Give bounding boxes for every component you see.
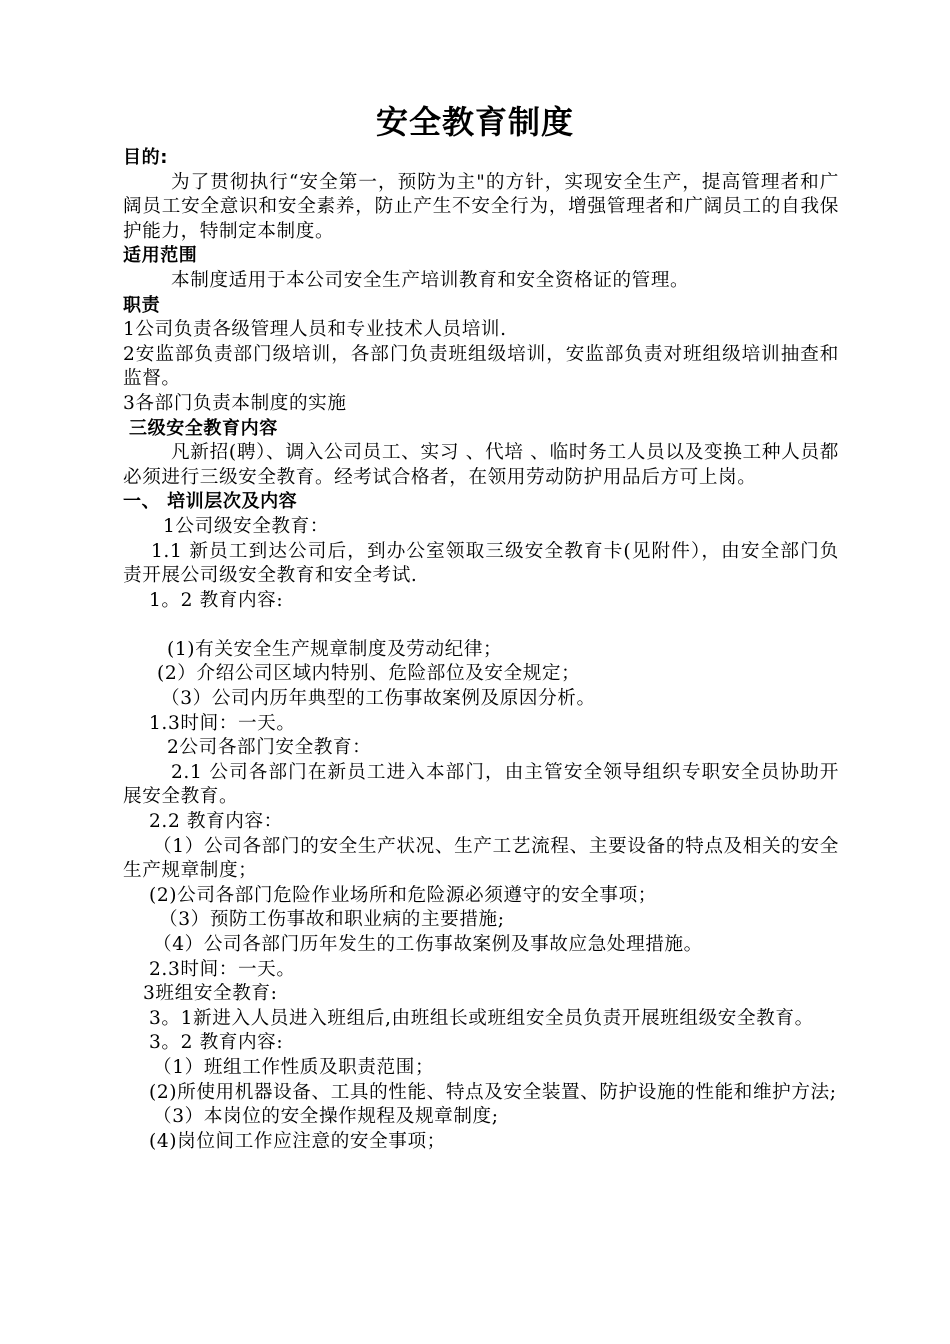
level-2-item-2b: (2)公司各部门危险作业场所和危险源必须遵守的安全事项； <box>149 884 657 906</box>
content-paragraph: 凡新招(聘）、调入公司员工、实习 、代培 、临时务工人员以及变换工种人员都必须进行三级安全教育。经考试合格者，在领用劳动防护用品后方可上岗。 <box>123 442 839 488</box>
duty-item-3: 3各部门负责本制度的实施 <box>123 392 347 414</box>
level-1-item-1: 1.1 新员工到达公司后，到办公室领取三级安全教育卡(见附件），由安全部门负责开展公司级安全教育和安全考试. <box>123 540 839 587</box>
level-3-item-2d: (4)岗位间工作应注意的安全事项； <box>149 1130 446 1152</box>
level-3-item-1: 3。1新进入人员进入班组后,由班组长或班组安全员负责开展班组级安全教育。 <box>149 1007 814 1029</box>
purpose-heading: 目的: <box>123 147 168 168</box>
level-2-item-2c: （3）预防工伤事故和职业病的主要措施; <box>159 909 505 931</box>
purpose-paragraph: 为了贯彻执行“安全第一，预防为主"的方针，实现安全生产，提高管理者和广阔员工安全意识和安全素养，防止产生不安全行为，增强管理者和广阔员工的自我保护能力，特制定本制度。 <box>123 171 839 242</box>
document-title: 安全教育制度 <box>375 103 574 141</box>
scope-paragraph: 本制度适用于本公司安全生产培训教育和安全资格证的管理。 <box>171 269 690 291</box>
level-3-item-2c: （3）本岗位的安全操作规程及规章制度; <box>153 1106 499 1128</box>
document-body <box>123 146 839 1154</box>
level-2-item-2d: （4）公司各部门历年发生的工伤事故案例及事故应急处理措施。 <box>153 934 703 955</box>
level-3-title: 3班组安全教育: <box>143 983 278 1005</box>
level-3-item-2b: (2)所使用机器设备、工具的性能、特点及安全装置、防护设施的性能和维护方法; <box>149 1081 837 1103</box>
duty-heading: 职责 <box>123 294 161 316</box>
scope-heading: 适用范围 <box>123 245 198 267</box>
level-2-item-2: 2.2 教育内容： <box>149 811 283 833</box>
level-2-item-2a: （1）公司各部门的安全生产状况、生产工艺流程、主要设备的特点及相关的安全生产规章制度； <box>123 835 839 882</box>
level-1-item-2c: （3）公司内历年典型的工伤事故案例及原因分析。 <box>161 688 596 710</box>
level-2-item-3: 2.3时间：一天。 <box>149 958 296 980</box>
level-1-item-2: 1。2 教育内容: <box>149 589 284 611</box>
duty-item-2: 2安监部负责部门级培训，各部门负责班组级培训，安监部负责对班组级培训抽查和监督。 <box>123 343 839 390</box>
level-1-title: 1公司级安全教育： <box>163 515 329 537</box>
level-1-item-2b: (2）介绍公司区域内特别、危险部位及安全规定； <box>157 663 581 685</box>
level-1-item-3: 1.3时间：一天。 <box>149 712 296 734</box>
level-3-item-2a: （1）班组工作性质及职责范围； <box>153 1056 435 1078</box>
blank-line <box>123 613 839 638</box>
level-2-item-1: 2.1 公司各部门在新员工进入本部门，由主管安全领导组织专职安全员协助开展安全教育。 <box>123 761 839 808</box>
content-heading: 三级安全教育内容 <box>129 417 278 439</box>
level-heading: 一、 培训层次及内容 <box>123 491 298 513</box>
level-2-title: 2公司各部门安全教育： <box>167 737 372 759</box>
duty-item-1: 1公司负责各级管理人员和专业技术人员培训. <box>123 319 507 341</box>
level-1-item-2a: (1)有关安全生产规章制度及劳动纪律； <box>167 638 503 660</box>
level-3-item-2: 3。2 教育内容: <box>149 1032 284 1054</box>
